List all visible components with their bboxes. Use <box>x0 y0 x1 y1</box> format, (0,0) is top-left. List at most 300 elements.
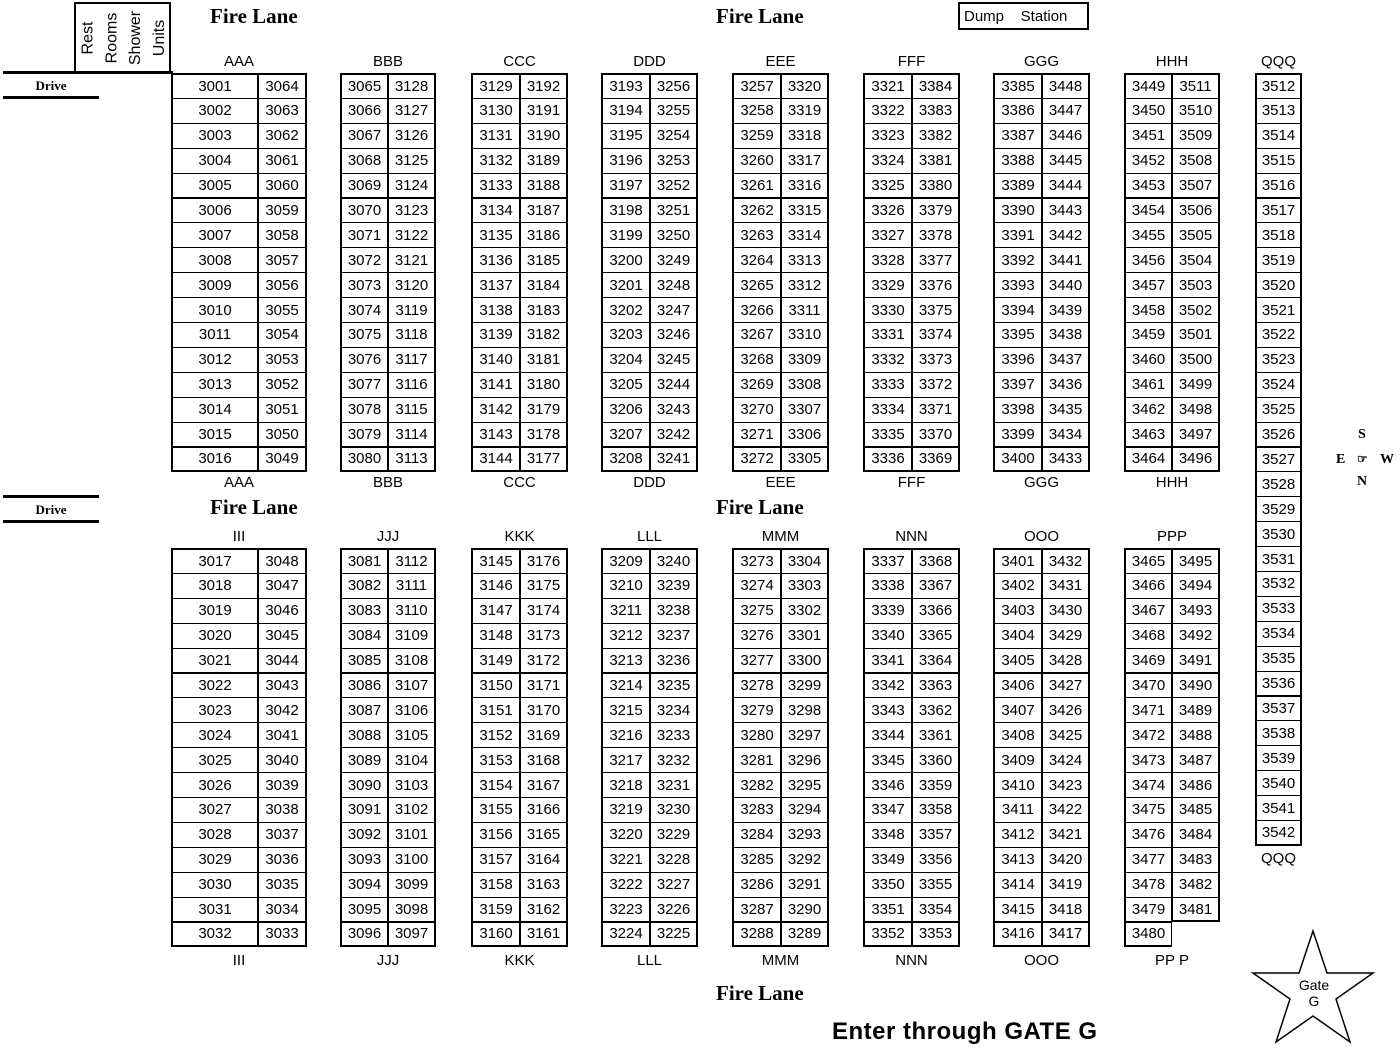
site-cell[interactable]: 3484 <box>1172 822 1220 848</box>
site-cell[interactable]: 3096 <box>340 922 388 948</box>
site-cell[interactable]: 3494 <box>1172 573 1220 599</box>
site-cell[interactable]: 3529 <box>1255 496 1302 522</box>
site-cell[interactable]: 3339 <box>863 598 912 624</box>
site-cell[interactable]: 3159 <box>471 897 520 923</box>
site-cell[interactable]: 3243 <box>650 397 698 423</box>
site-cell[interactable]: 3143 <box>471 422 520 448</box>
site-cell[interactable]: 3066 <box>340 98 388 124</box>
site-cell[interactable]: 3054 <box>258 322 307 348</box>
site-cell[interactable]: 3375 <box>912 297 960 323</box>
site-cell[interactable]: 3361 <box>912 722 960 748</box>
site-cell[interactable]: 3209 <box>601 548 650 574</box>
site-cell[interactable]: 3088 <box>340 722 388 748</box>
site-cell[interactable]: 3477 <box>1124 847 1172 873</box>
site-cell[interactable]: 3315 <box>781 198 829 224</box>
site-cell[interactable]: 3278 <box>732 673 781 699</box>
site-cell[interactable]: 3169 <box>520 722 568 748</box>
site-cell[interactable]: 3252 <box>650 173 698 199</box>
site-cell[interactable]: 3397 <box>993 372 1042 398</box>
site-cell[interactable]: 3187 <box>520 198 568 224</box>
site-cell[interactable]: 3276 <box>732 623 781 649</box>
site-cell[interactable]: 3336 <box>863 447 912 473</box>
site-cell[interactable]: 3392 <box>993 247 1042 273</box>
site-cell[interactable]: 3513 <box>1255 98 1302 124</box>
site-cell[interactable]: 3037 <box>258 822 307 848</box>
site-cell[interactable]: 3345 <box>863 747 912 773</box>
site-cell[interactable]: 3110 <box>388 598 436 624</box>
site-cell[interactable]: 3097 <box>388 922 436 948</box>
site-cell[interactable]: 3443 <box>1042 198 1090 224</box>
site-cell[interactable]: 3076 <box>340 347 388 373</box>
site-cell[interactable]: 3506 <box>1172 198 1220 224</box>
site-cell[interactable]: 3370 <box>912 422 960 448</box>
site-cell[interactable]: 3018 <box>171 573 258 599</box>
site-cell[interactable]: 3468 <box>1124 623 1172 649</box>
site-cell[interactable]: 3470 <box>1124 673 1172 699</box>
site-cell[interactable]: 3006 <box>171 198 258 224</box>
site-cell[interactable]: 3109 <box>388 623 436 649</box>
site-cell[interactable]: 3244 <box>650 372 698 398</box>
site-cell[interactable]: 3064 <box>258 73 307 99</box>
site-cell[interactable]: 3048 <box>258 548 307 574</box>
site-cell[interactable]: 3010 <box>171 297 258 323</box>
site-cell[interactable]: 3002 <box>171 98 258 124</box>
site-cell[interactable]: 3338 <box>863 573 912 599</box>
site-cell[interactable]: 3287 <box>732 897 781 923</box>
site-cell[interactable]: 3262 <box>732 198 781 224</box>
site-cell[interactable]: 3436 <box>1042 372 1090 398</box>
site-cell[interactable]: 3310 <box>781 322 829 348</box>
site-cell[interactable]: 3465 <box>1124 548 1172 574</box>
site-cell[interactable]: 3175 <box>520 573 568 599</box>
site-cell[interactable]: 3206 <box>601 397 650 423</box>
site-cell[interactable]: 3026 <box>171 772 258 798</box>
site-cell[interactable]: 3245 <box>650 347 698 373</box>
site-cell[interactable]: 3395 <box>993 322 1042 348</box>
site-cell[interactable]: 3296 <box>781 747 829 773</box>
site-cell[interactable]: 3038 <box>258 797 307 823</box>
site-cell[interactable]: 3283 <box>732 797 781 823</box>
site-cell[interactable]: 3178 <box>520 422 568 448</box>
site-cell[interactable]: 3008 <box>171 247 258 273</box>
site-cell[interactable]: 3409 <box>993 747 1042 773</box>
site-cell[interactable]: 3119 <box>388 297 436 323</box>
site-cell[interactable]: 3103 <box>388 772 436 798</box>
site-cell[interactable]: 3022 <box>171 673 258 699</box>
site-cell[interactable]: 3257 <box>732 73 781 99</box>
site-cell[interactable]: 3360 <box>912 747 960 773</box>
site-cell[interactable]: 3226 <box>650 897 698 923</box>
site-cell[interactable]: 3498 <box>1172 397 1220 423</box>
site-cell[interactable]: 3211 <box>601 598 650 624</box>
site-cell[interactable]: 3123 <box>388 198 436 224</box>
site-cell[interactable]: 3021 <box>171 648 258 674</box>
site-cell[interactable]: 3521 <box>1255 297 1302 323</box>
site-cell[interactable]: 3347 <box>863 797 912 823</box>
site-cell[interactable]: 3140 <box>471 347 520 373</box>
site-cell[interactable]: 3260 <box>732 148 781 174</box>
site-cell[interactable]: 3322 <box>863 98 912 124</box>
site-cell[interactable]: 3080 <box>340 447 388 473</box>
site-cell[interactable]: 3146 <box>471 573 520 599</box>
site-cell[interactable]: 3174 <box>520 598 568 624</box>
site-cell[interactable]: 3136 <box>471 247 520 273</box>
site-cell[interactable]: 3348 <box>863 822 912 848</box>
site-cell[interactable]: 3387 <box>993 123 1042 149</box>
site-cell[interactable]: 3013 <box>171 372 258 398</box>
site-cell[interactable]: 3488 <box>1172 722 1220 748</box>
site-cell[interactable]: 3259 <box>732 123 781 149</box>
site-cell[interactable]: 3128 <box>388 73 436 99</box>
site-cell[interactable]: 3493 <box>1172 598 1220 624</box>
site-cell[interactable]: 3216 <box>601 722 650 748</box>
site-cell[interactable]: 3120 <box>388 272 436 298</box>
site-cell[interactable]: 3025 <box>171 747 258 773</box>
site-cell[interactable]: 3396 <box>993 347 1042 373</box>
site-cell[interactable]: 3280 <box>732 722 781 748</box>
site-cell[interactable]: 3541 <box>1255 795 1302 821</box>
site-cell[interactable]: 3512 <box>1255 73 1302 99</box>
site-cell[interactable]: 3150 <box>471 673 520 699</box>
site-cell[interactable]: 3319 <box>781 98 829 124</box>
site-cell[interactable]: 3227 <box>650 872 698 898</box>
site-cell[interactable]: 3034 <box>258 897 307 923</box>
site-cell[interactable]: 3173 <box>520 623 568 649</box>
site-cell[interactable]: 3152 <box>471 722 520 748</box>
site-cell[interactable]: 3325 <box>863 173 912 199</box>
site-cell[interactable]: 3127 <box>388 98 436 124</box>
site-cell[interactable]: 3154 <box>471 772 520 798</box>
site-cell[interactable]: 3440 <box>1042 272 1090 298</box>
site-cell[interactable]: 3090 <box>340 772 388 798</box>
site-cell[interactable]: 3313 <box>781 247 829 273</box>
site-cell[interactable]: 3330 <box>863 297 912 323</box>
site-cell[interactable]: 3508 <box>1172 148 1220 174</box>
site-cell[interactable]: 3350 <box>863 872 912 898</box>
site-cell[interactable]: 3462 <box>1124 397 1172 423</box>
site-cell[interactable]: 3516 <box>1255 173 1302 199</box>
site-cell[interactable]: 3318 <box>781 123 829 149</box>
site-cell[interactable]: 3530 <box>1255 521 1302 547</box>
site-cell[interactable]: 3377 <box>912 247 960 273</box>
site-cell[interactable]: 3104 <box>388 747 436 773</box>
site-cell[interactable]: 3467 <box>1124 598 1172 624</box>
site-cell[interactable]: 3382 <box>912 123 960 149</box>
site-cell[interactable]: 3249 <box>650 247 698 273</box>
site-cell[interactable]: 3393 <box>993 272 1042 298</box>
site-cell[interactable]: 3408 <box>993 722 1042 748</box>
site-cell[interactable]: 3455 <box>1124 222 1172 248</box>
site-cell[interactable]: 3532 <box>1255 571 1302 597</box>
site-cell[interactable]: 3461 <box>1124 372 1172 398</box>
site-cell[interactable]: 3281 <box>732 747 781 773</box>
site-cell[interactable]: 3434 <box>1042 422 1090 448</box>
site-cell[interactable]: 3070 <box>340 198 388 224</box>
site-cell[interactable]: 3509 <box>1172 123 1220 149</box>
site-cell[interactable]: 3102 <box>388 797 436 823</box>
site-cell[interactable]: 3051 <box>258 397 307 423</box>
site-cell[interactable]: 3118 <box>388 322 436 348</box>
site-cell[interactable]: 3116 <box>388 372 436 398</box>
site-cell[interactable]: 3399 <box>993 422 1042 448</box>
site-cell[interactable]: 3405 <box>993 648 1042 674</box>
site-cell[interactable]: 3093 <box>340 847 388 873</box>
site-cell[interactable]: 3305 <box>781 447 829 473</box>
site-cell[interactable]: 3332 <box>863 347 912 373</box>
site-cell[interactable]: 3065 <box>340 73 388 99</box>
site-cell[interactable]: 3327 <box>863 222 912 248</box>
site-cell[interactable]: 3354 <box>912 897 960 923</box>
site-cell[interactable]: 3317 <box>781 148 829 174</box>
site-cell[interactable]: 3371 <box>912 397 960 423</box>
site-cell[interactable]: 3533 <box>1255 596 1302 622</box>
site-cell[interactable]: 3526 <box>1255 422 1302 448</box>
site-cell[interactable]: 3419 <box>1042 872 1090 898</box>
site-cell[interactable]: 3464 <box>1124 447 1172 473</box>
site-cell[interactable]: 3538 <box>1255 720 1302 746</box>
site-cell[interactable]: 3514 <box>1255 123 1302 149</box>
site-cell[interactable]: 3472 <box>1124 722 1172 748</box>
site-cell[interactable]: 3334 <box>863 397 912 423</box>
site-cell[interactable]: 3269 <box>732 372 781 398</box>
site-cell[interactable]: 3473 <box>1124 747 1172 773</box>
site-cell[interactable]: 3156 <box>471 822 520 848</box>
site-cell[interactable]: 3480 <box>1124 922 1172 948</box>
site-cell[interactable]: 3028 <box>171 822 258 848</box>
site-cell[interactable]: 3078 <box>340 397 388 423</box>
site-cell[interactable]: 3061 <box>258 148 307 174</box>
site-cell[interactable]: 3449 <box>1124 73 1172 99</box>
site-cell[interactable]: 3301 <box>781 623 829 649</box>
site-cell[interactable]: 3414 <box>993 872 1042 898</box>
site-cell[interactable]: 3208 <box>601 447 650 473</box>
site-cell[interactable]: 3040 <box>258 747 307 773</box>
site-cell[interactable]: 3199 <box>601 222 650 248</box>
site-cell[interactable]: 3335 <box>863 422 912 448</box>
site-cell[interactable]: 3095 <box>340 897 388 923</box>
site-cell[interactable]: 3304 <box>781 548 829 574</box>
site-cell[interactable]: 3113 <box>388 447 436 473</box>
site-cell[interactable]: 3316 <box>781 173 829 199</box>
site-cell[interactable]: 3192 <box>520 73 568 99</box>
site-cell[interactable]: 3071 <box>340 222 388 248</box>
site-cell[interactable]: 3235 <box>650 673 698 699</box>
site-cell[interactable]: 3363 <box>912 673 960 699</box>
site-cell[interactable]: 3528 <box>1255 471 1302 497</box>
site-cell[interactable]: 3263 <box>732 222 781 248</box>
site-cell[interactable]: 3475 <box>1124 797 1172 823</box>
site-cell[interactable]: 3171 <box>520 673 568 699</box>
site-cell[interactable]: 3400 <box>993 447 1042 473</box>
site-cell[interactable]: 3446 <box>1042 123 1090 149</box>
site-cell[interactable]: 3290 <box>781 897 829 923</box>
site-cell[interactable]: 3062 <box>258 123 307 149</box>
site-cell[interactable]: 3228 <box>650 847 698 873</box>
site-cell[interactable]: 3032 <box>171 922 258 948</box>
site-cell[interactable]: 3321 <box>863 73 912 99</box>
site-cell[interactable]: 3343 <box>863 697 912 723</box>
site-cell[interactable]: 3364 <box>912 648 960 674</box>
site-cell[interactable]: 3342 <box>863 673 912 699</box>
site-cell[interactable]: 3068 <box>340 148 388 174</box>
site-cell[interactable]: 3275 <box>732 598 781 624</box>
site-cell[interactable]: 3284 <box>732 822 781 848</box>
site-cell[interactable]: 3222 <box>601 872 650 898</box>
site-cell[interactable]: 3417 <box>1042 922 1090 948</box>
site-cell[interactable]: 3353 <box>912 922 960 948</box>
site-cell[interactable]: 3373 <box>912 347 960 373</box>
site-cell[interactable]: 3355 <box>912 872 960 898</box>
site-cell[interactable]: 3047 <box>258 573 307 599</box>
site-cell[interactable]: 3135 <box>471 222 520 248</box>
site-cell[interactable]: 3300 <box>781 648 829 674</box>
site-cell[interactable]: 3261 <box>732 173 781 199</box>
site-cell[interactable]: 3164 <box>520 847 568 873</box>
site-cell[interactable]: 3045 <box>258 623 307 649</box>
site-cell[interactable]: 3092 <box>340 822 388 848</box>
site-cell[interactable]: 3378 <box>912 222 960 248</box>
site-cell[interactable]: 3017 <box>171 548 258 574</box>
site-cell[interactable]: 3166 <box>520 797 568 823</box>
site-cell[interactable]: 3312 <box>781 272 829 298</box>
site-cell[interactable]: 3331 <box>863 322 912 348</box>
site-cell[interactable]: 3255 <box>650 98 698 124</box>
site-cell[interactable]: 3058 <box>258 222 307 248</box>
site-cell[interactable]: 3418 <box>1042 897 1090 923</box>
site-cell[interactable]: 3323 <box>863 123 912 149</box>
site-cell[interactable]: 3288 <box>732 922 781 948</box>
site-cell[interactable]: 3115 <box>388 397 436 423</box>
site-cell[interactable]: 3201 <box>601 272 650 298</box>
site-cell[interactable]: 3344 <box>863 722 912 748</box>
site-cell[interactable]: 3193 <box>601 73 650 99</box>
site-cell[interactable]: 3139 <box>471 322 520 348</box>
site-cell[interactable]: 3384 <box>912 73 960 99</box>
site-cell[interactable]: 3542 <box>1255 820 1302 846</box>
site-cell[interactable]: 3518 <box>1255 222 1302 248</box>
site-cell[interactable]: 3478 <box>1124 872 1172 898</box>
site-cell[interactable]: 3525 <box>1255 397 1302 423</box>
site-cell[interactable]: 3219 <box>601 797 650 823</box>
site-cell[interactable]: 3229 <box>650 822 698 848</box>
site-cell[interactable]: 3520 <box>1255 272 1302 298</box>
site-cell[interactable]: 3256 <box>650 73 698 99</box>
site-cell[interactable]: 3181 <box>520 347 568 373</box>
site-cell[interactable]: 3482 <box>1172 872 1220 898</box>
site-cell[interactable]: 3435 <box>1042 397 1090 423</box>
site-cell[interactable]: 3491 <box>1172 648 1220 674</box>
site-cell[interactable]: 3072 <box>340 247 388 273</box>
site-cell[interactable]: 3425 <box>1042 722 1090 748</box>
site-cell[interactable]: 3184 <box>520 272 568 298</box>
site-cell[interactable]: 3167 <box>520 772 568 798</box>
site-cell[interactable]: 3231 <box>650 772 698 798</box>
site-cell[interactable]: 3293 <box>781 822 829 848</box>
site-cell[interactable]: 3253 <box>650 148 698 174</box>
site-cell[interactable]: 3238 <box>650 598 698 624</box>
site-cell[interactable]: 3351 <box>863 897 912 923</box>
site-cell[interactable]: 3056 <box>258 272 307 298</box>
site-cell[interactable]: 3003 <box>171 123 258 149</box>
site-cell[interactable]: 3398 <box>993 397 1042 423</box>
site-cell[interactable]: 3457 <box>1124 272 1172 298</box>
site-cell[interactable]: 3401 <box>993 548 1042 574</box>
site-cell[interactable]: 3536 <box>1255 671 1302 697</box>
site-cell[interactable]: 3254 <box>650 123 698 149</box>
site-cell[interactable]: 3309 <box>781 347 829 373</box>
site-cell[interactable]: 3191 <box>520 98 568 124</box>
site-cell[interactable]: 3225 <box>650 922 698 948</box>
site-cell[interactable]: 3346 <box>863 772 912 798</box>
site-cell[interactable]: 3266 <box>732 297 781 323</box>
site-cell[interactable]: 3094 <box>340 872 388 898</box>
site-cell[interactable]: 3358 <box>912 797 960 823</box>
site-cell[interactable]: 3141 <box>471 372 520 398</box>
site-cell[interactable]: 3165 <box>520 822 568 848</box>
site-cell[interactable]: 3531 <box>1255 546 1302 572</box>
site-cell[interactable]: 3497 <box>1172 422 1220 448</box>
site-cell[interactable]: 3073 <box>340 272 388 298</box>
site-cell[interactable]: 3381 <box>912 148 960 174</box>
site-cell[interactable]: 3502 <box>1172 297 1220 323</box>
site-cell[interactable]: 3224 <box>601 922 650 948</box>
site-cell[interactable]: 3100 <box>388 847 436 873</box>
site-cell[interactable]: 3452 <box>1124 148 1172 174</box>
site-cell[interactable]: 3081 <box>340 548 388 574</box>
site-cell[interactable]: 3486 <box>1172 772 1220 798</box>
site-cell[interactable]: 3130 <box>471 98 520 124</box>
site-cell[interactable]: 3295 <box>781 772 829 798</box>
site-cell[interactable]: 3200 <box>601 247 650 273</box>
site-cell[interactable]: 3474 <box>1124 772 1172 798</box>
site-cell[interactable]: 3403 <box>993 598 1042 624</box>
site-cell[interactable]: 3270 <box>732 397 781 423</box>
site-cell[interactable]: 3372 <box>912 372 960 398</box>
site-cell[interactable]: 3292 <box>781 847 829 873</box>
site-cell[interactable]: 3469 <box>1124 648 1172 674</box>
site-cell[interactable]: 3519 <box>1255 247 1302 273</box>
site-cell[interactable]: 3241 <box>650 447 698 473</box>
site-cell[interactable]: 3063 <box>258 98 307 124</box>
site-cell[interactable]: 3007 <box>171 222 258 248</box>
site-cell[interactable]: 3324 <box>863 148 912 174</box>
site-cell[interactable]: 3240 <box>650 548 698 574</box>
site-cell[interactable]: 3239 <box>650 573 698 599</box>
site-cell[interactable]: 3471 <box>1124 697 1172 723</box>
site-cell[interactable]: 3413 <box>993 847 1042 873</box>
site-cell[interactable]: 3439 <box>1042 297 1090 323</box>
site-cell[interactable]: 3033 <box>258 922 307 948</box>
site-cell[interactable]: 3357 <box>912 822 960 848</box>
site-cell[interactable]: 3177 <box>520 447 568 473</box>
site-cell[interactable]: 3210 <box>601 573 650 599</box>
site-cell[interactable]: 3386 <box>993 98 1042 124</box>
site-cell[interactable]: 3083 <box>340 598 388 624</box>
site-cell[interactable]: 3114 <box>388 422 436 448</box>
site-cell[interactable]: 3341 <box>863 648 912 674</box>
site-cell[interactable]: 3251 <box>650 198 698 224</box>
site-cell[interactable]: 3004 <box>171 148 258 174</box>
site-cell[interactable]: 3453 <box>1124 173 1172 199</box>
site-cell[interactable]: 3441 <box>1042 247 1090 273</box>
site-cell[interactable]: 3011 <box>171 322 258 348</box>
site-cell[interactable]: 3503 <box>1172 272 1220 298</box>
site-cell[interactable]: 3039 <box>258 772 307 798</box>
site-cell[interactable]: 3016 <box>171 447 258 473</box>
site-cell[interactable]: 3036 <box>258 847 307 873</box>
site-cell[interactable]: 3367 <box>912 573 960 599</box>
site-cell[interactable]: 3429 <box>1042 623 1090 649</box>
